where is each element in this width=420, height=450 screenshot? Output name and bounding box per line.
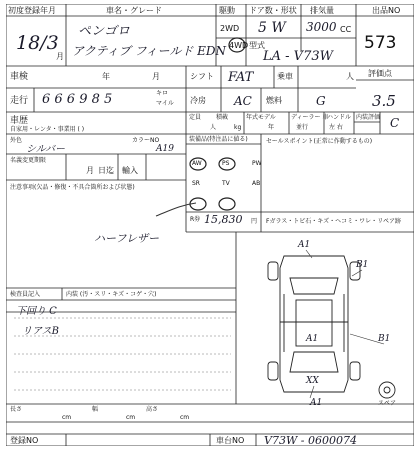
name-change-day: 日迄 [98,166,114,175]
owner-label: 輸入 [122,166,138,175]
interior-label: 内装評価 [356,114,381,121]
damage-legend: Fガラス・トビ石・キズ・ヘコミ・ワレ・リペア跡 [266,218,402,225]
year-model-label: 年式モデル [246,114,276,121]
notes-value: ハーフレザー [94,232,160,245]
equipment-title: 装備品(特注品に値る) [189,136,248,143]
inspector-label: 検査員記入 [10,291,41,298]
damage-mark: A1 [306,334,319,344]
width-label: 幅 [92,406,99,413]
name-change-month: 月 [86,166,94,175]
lot-no-value: 573 [364,33,397,53]
car-name-label: 車名・グレード [106,6,162,15]
cc-label: CC [340,25,352,34]
mile-label: マイル [156,100,174,107]
damage-mark: A1 [298,240,311,250]
displacement-label: 排気量 [310,6,334,15]
dealer-sub: 並行 [296,124,309,131]
shaken-month: 月 [152,72,160,81]
length-label: 長さ [10,406,23,413]
paint-value: A19 [156,144,174,154]
damage-mark: A1 [310,398,323,408]
history-options: 自家用・レンタ・事業用 ( ) [10,126,85,133]
first-reg-value: 18/3 [16,32,59,54]
fuel-label: 燃料 [266,96,282,105]
height-label: 高さ [146,406,159,413]
damage-mark: B1 [378,334,391,344]
color-label: 外色 [10,137,23,144]
history-label: 車歴 [10,116,29,126]
aircon-label: 冷房 [190,96,206,105]
year-model-unit: 年 [268,124,275,131]
doors-label: ドア数・形状 [249,6,297,15]
auction-sheet [6,4,414,446]
interior-value: C [390,116,400,130]
length-unit: cm [62,414,72,421]
chassis-label: 車台NO [216,436,245,445]
cargo-unit: kg [234,124,242,131]
chassis-value: V73W - 0600074 [264,434,357,447]
dealer-label: ディーラー 車 [291,114,329,121]
recycle-unit: 円 [251,218,258,225]
shift-value: FAT [228,70,254,85]
equip-ab: AB [252,180,261,187]
name-change-label: 名義変更期限 [10,157,47,164]
shaken-label: 車検 [10,72,29,82]
equip-tv: TV [222,180,230,187]
damage-mark: XX [306,376,319,386]
model-type-label: 型式 [249,41,265,50]
notes-label: 注意事項(欠品・修復・不具合箇所および状態) [10,184,135,191]
score-value: 3.5 [372,92,396,110]
equip-aw: AW [192,160,202,167]
handle-label: ハンドル [327,114,352,121]
capacity-unit: 人 [210,124,217,131]
aircon-value: AC [234,94,252,108]
sales-point-title: セールスポイント(正常に作動するもの) [266,138,373,145]
equip-pw: PW [252,160,262,167]
seats-unit: 人 [346,72,354,81]
seats-label: 乗車 [277,72,293,81]
first-reg-label: 初度登録年月 [8,6,56,15]
drive-4wd: 4WD [229,41,249,50]
paint-label: カラーNO [132,137,160,144]
damage-mark: B1 [356,260,369,270]
shift-label: シフト [190,72,214,81]
width-unit: cm [126,414,136,421]
capacity-label: 定員 [189,114,202,121]
recycle-label: R券 [190,216,201,223]
lot-no-label: 出品NO [372,6,401,15]
equip-sr: SR [192,180,200,187]
shaken-year: 年 [102,72,110,81]
model-type-value: LA - V73W [263,49,333,64]
grade-value: アクティブ フィールド EDN [72,44,226,58]
score-label: 評価点 [368,69,392,78]
reg-no-label: 登録NO [10,436,39,445]
fuel-value: G [316,94,326,108]
car-name-value: ペンゴロ [78,24,131,39]
inspector-checklist: 内装 (汚・スリ・キズ・コゲ・穴) [66,291,157,298]
mileage-label: 走行 [10,96,29,106]
doors-value: 5 W [258,20,286,36]
equip-ps: PS [222,160,230,167]
drive-2wd: 2WD [220,24,240,33]
height-unit: cm [180,414,190,421]
cargo-label: 積載 [216,114,229,121]
displacement-value: 3000 [306,20,337,34]
mileage-value: 6 6 6 9 8 5 [42,92,113,107]
inspector-line2: リアスB [22,326,59,337]
spare-label: スペア [378,400,397,407]
drive-label: 駆動 [219,6,235,15]
inspector-line1: 下回り C [16,306,57,317]
first-reg-month-unit: 月 [56,52,64,61]
color-value: シルバー [26,144,66,155]
recycle-value: 15,830 [204,213,243,226]
km-label: キロ [156,90,169,97]
handle-sub: 左 右 [329,124,343,131]
